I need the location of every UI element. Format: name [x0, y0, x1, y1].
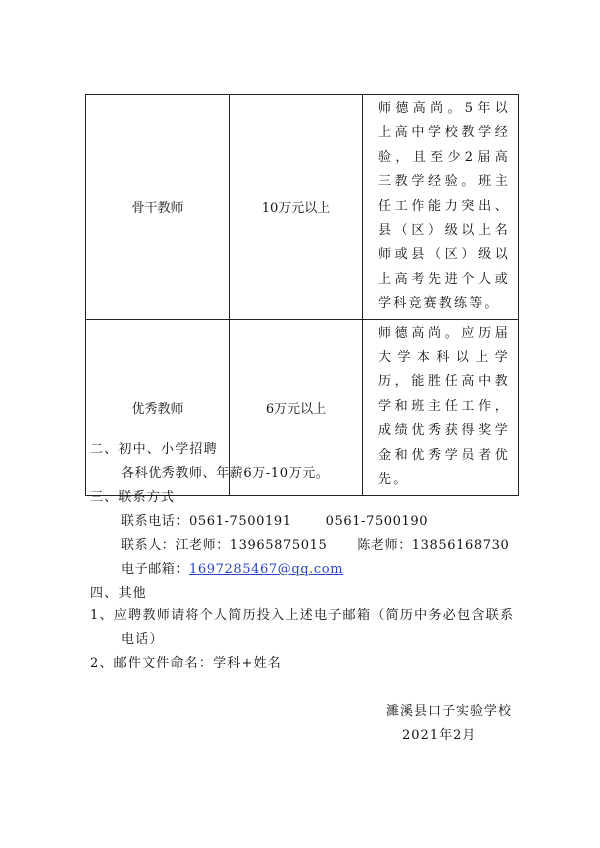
table-row: [86, 95, 519, 320]
signature-school: 濉溪县口子实验学校: [386, 704, 513, 719]
requirement-cell: [363, 319, 519, 495]
recruitment-table: [85, 94, 519, 496]
other-item-1-line-2: 电话）: [121, 632, 164, 647]
salary-cell: 6万元以上: [230, 319, 363, 495]
signature-date: 2021年2月: [402, 728, 477, 743]
contact-person-line: [121, 536, 509, 556]
phone-number: 0561-7500190: [325, 514, 429, 529]
phone-number: 0561-7500191: [189, 514, 292, 529]
requirement-cell: [363, 95, 519, 320]
person-label: 联系人：: [121, 538, 176, 553]
phone-label: 联系电话：: [121, 514, 190, 529]
requirement-text: 师德高尚。应历届大学本科以上学历，能胜任高中教学和班主任工作，成绩优秀获得奖学金和优秀学员者优先。: [378, 325, 510, 488]
junior-recruit-text: 各科优秀教师、年薪6万-10万元。: [121, 466, 330, 481]
contact-person: 江老师：13965875015: [175, 538, 328, 553]
email-link[interactable]: 1697285467@qq.com: [189, 562, 344, 577]
email-label: 电子邮箱：: [121, 562, 190, 577]
other-item-1: [90, 604, 520, 652]
other-item-2: 2、邮件文件命名：学科+姓名: [90, 656, 282, 671]
salary-cell: 10万元以上: [230, 95, 363, 320]
section-heading-junior: 二、初中、小学招聘: [90, 442, 218, 457]
contact-email-line: [121, 560, 343, 580]
contact-phone-line: [121, 512, 428, 532]
contact-person: 陈老师：13856168730: [357, 538, 510, 553]
section-heading-other: 四、其他: [90, 586, 147, 601]
teacher-category-cell: 优秀教师: [86, 319, 230, 495]
requirement-text: 师德高尚。5年以上高中学校教学经验，且至少2届高三教学经验。班主任工作能力突出、县（区）级以上名师或县（区）级以上高考先进个人或学科竞赛教练等。: [378, 101, 510, 312]
section-heading-contact: 三、联系方式: [90, 490, 176, 505]
other-item-1-line-1: 1、应聘教师请将个人简历投入上述电子邮箱（简历中务必包含联系: [90, 608, 515, 623]
teacher-category-cell: 骨干教师: [86, 95, 230, 320]
